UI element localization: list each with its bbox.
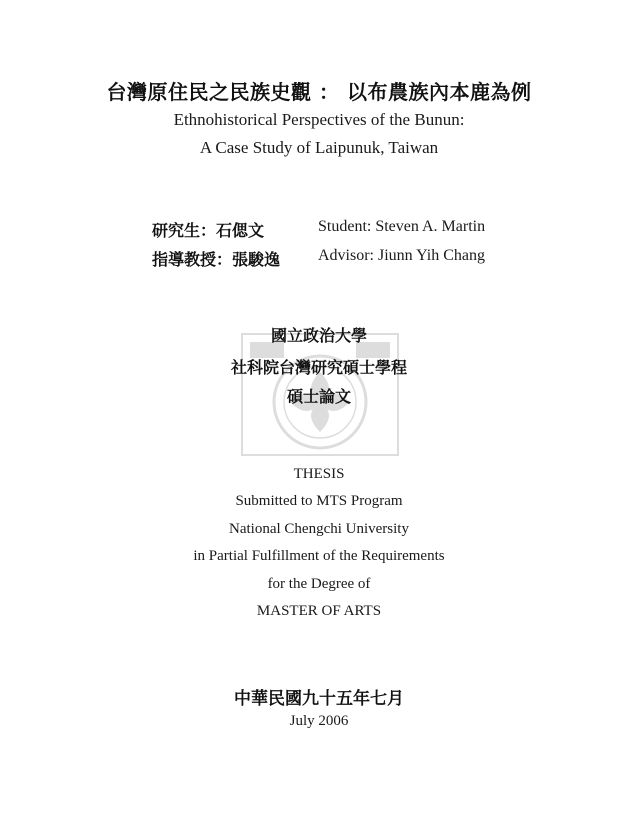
thesis-heading: THESIS xyxy=(293,466,345,482)
submitted-to-line: Submitted to MTS Program xyxy=(235,493,403,509)
university-name-chinese: 國立政治大學 xyxy=(270,326,367,345)
date-chinese: 中華民國九十五年七月 xyxy=(234,689,404,709)
advisor-label-chinese: 指導教授：張駿逸 xyxy=(152,250,281,269)
degree-name: MASTER OF ARTS xyxy=(256,603,382,619)
student-label-english: Student: Steven A. Martin xyxy=(318,218,486,235)
university-name-english: National Chengchi University xyxy=(229,521,409,537)
program-name-chinese: 社科院台灣研究碩士學程 xyxy=(230,358,407,377)
advisor-label-english: Advisor: Jiunn Yih Chang xyxy=(318,247,485,264)
title-chinese: 台灣原住民之民族史觀 ： 以布農族內本鹿為例 xyxy=(106,80,532,104)
date-english: July 2006 xyxy=(289,713,349,729)
title-english-line2: A Case Study of Laipunuk, Taiwan xyxy=(199,138,439,157)
degree-type-chinese: 碩士論文 xyxy=(286,387,351,406)
requirements-line: in Partial Fulfillment of the Requirements xyxy=(193,548,445,564)
degree-of-line: for the Degree of xyxy=(267,576,371,592)
student-label-chinese: 研究生：石偲文 xyxy=(152,221,265,240)
title-english-line1: Ethnohistorical Perspectives of the Bunun: xyxy=(173,110,465,129)
